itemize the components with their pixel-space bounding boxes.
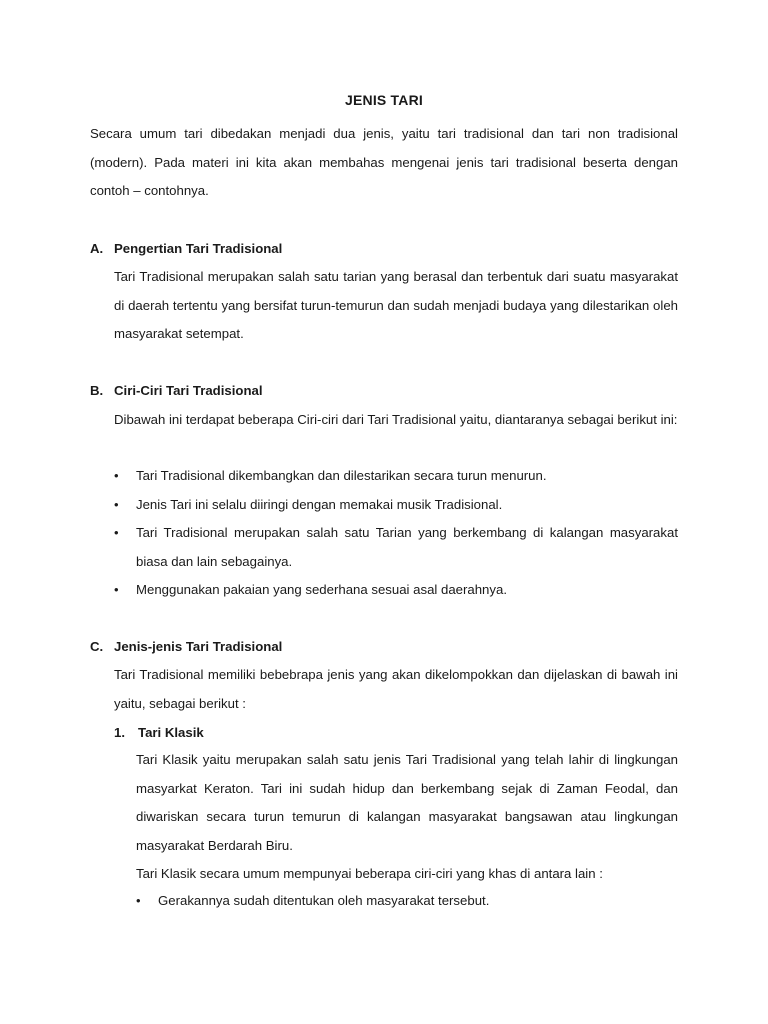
- section-a-body: Tari Tradisional merupakan salah satu tarian yang berasal dan terbentuk dari suatu masyarakat di daerah tertentu yang bersifat turun-temurun dan sudah menjadi budaya yang dilestarikan oleh masyarakat setempat.: [114, 269, 678, 341]
- bullet-icon: •: [136, 893, 141, 908]
- section-c-title: Jenis-jenis Tari Tradisional: [114, 639, 283, 654]
- section-b-body: Dibawah ini terdapat beberapa Ciri-ciri dari Tari Tradisional yaitu, diantaranya sebagai berikut ini:: [114, 412, 678, 427]
- bullet-icon: •: [114, 582, 119, 597]
- list-item: [136, 887, 678, 916]
- page-title: JENIS TARI: [345, 92, 423, 108]
- list-item-text: Gerakannya sudah ditentukan oleh masyarakat tersebut.: [158, 893, 490, 908]
- section-b-title: Ciri-Ciri Tari Tradisional: [114, 383, 263, 398]
- subsection-1-body-2: Tari Klasik secara umum mempunyai beberapa ciri-ciri yang khas di antara lain :: [136, 866, 603, 881]
- list-item-text: Jenis Tari ini selalu diiringi dengan memakai musik Tradisional.: [136, 496, 503, 512]
- list-item-text: Menggunakan pakaian yang sederhana sesuai asal daerahnya.: [136, 582, 507, 597]
- bullet-icon: •: [114, 468, 119, 483]
- subsection-1-body: Tari Klasik yaitu merupakan salah satu jenis Tari Tradisional yang telah lahir di lingkungan masyarkat Keraton. Tari ini sudah hidup dan berkembang sejak di Zaman Feodal, dan diwariskan secara turun temurun di kalangan masyarakat bangsawan atau lingkungan masyarakat Berdarah Biru.: [136, 752, 678, 853]
- list-item: [114, 576, 678, 605]
- bullet-icon: •: [114, 496, 119, 512]
- list-item-text: Tari Tradisional merupakan salah satu Tarian yang berkembang di kalangan masyarakat biasa dan lain sebagainya.: [136, 525, 678, 569]
- section-b-letter: B.: [90, 383, 104, 398]
- intro-paragraph: Secara umum tari dibedakan menjadi dua jenis, yaitu tari tradisional dan tari non tradisional (modern). Pada materi ini kita akan membahas mengenai jenis tari tradisional beserta dengan contoh – contohnya.: [90, 126, 678, 198]
- subsection-1-bullet-list: [136, 887, 678, 916]
- subsection-1-number: 1.: [114, 725, 125, 740]
- list-item-text: Tari Tradisional dikembangkan dan dilestarikan secara turun menurun.: [136, 468, 547, 483]
- section-c-letter: C.: [90, 639, 104, 654]
- bullet-icon: •: [114, 525, 119, 540]
- section-b-bullet-list: [114, 462, 678, 605]
- section-c-body: Tari Tradisional memiliki bebebrapa jenis yang akan dikelompokkan dan dijelaskan di bawah ini yaitu, sebagai berikut :: [114, 667, 678, 711]
- section-a-letter: A.: [90, 241, 104, 256]
- section-a-title: Pengertian Tari Tradisional: [114, 241, 283, 256]
- list-item: [114, 519, 678, 576]
- list-item: [114, 462, 678, 491]
- subsection-1-title: Tari Klasik: [138, 725, 204, 740]
- list-item: [114, 491, 678, 520]
